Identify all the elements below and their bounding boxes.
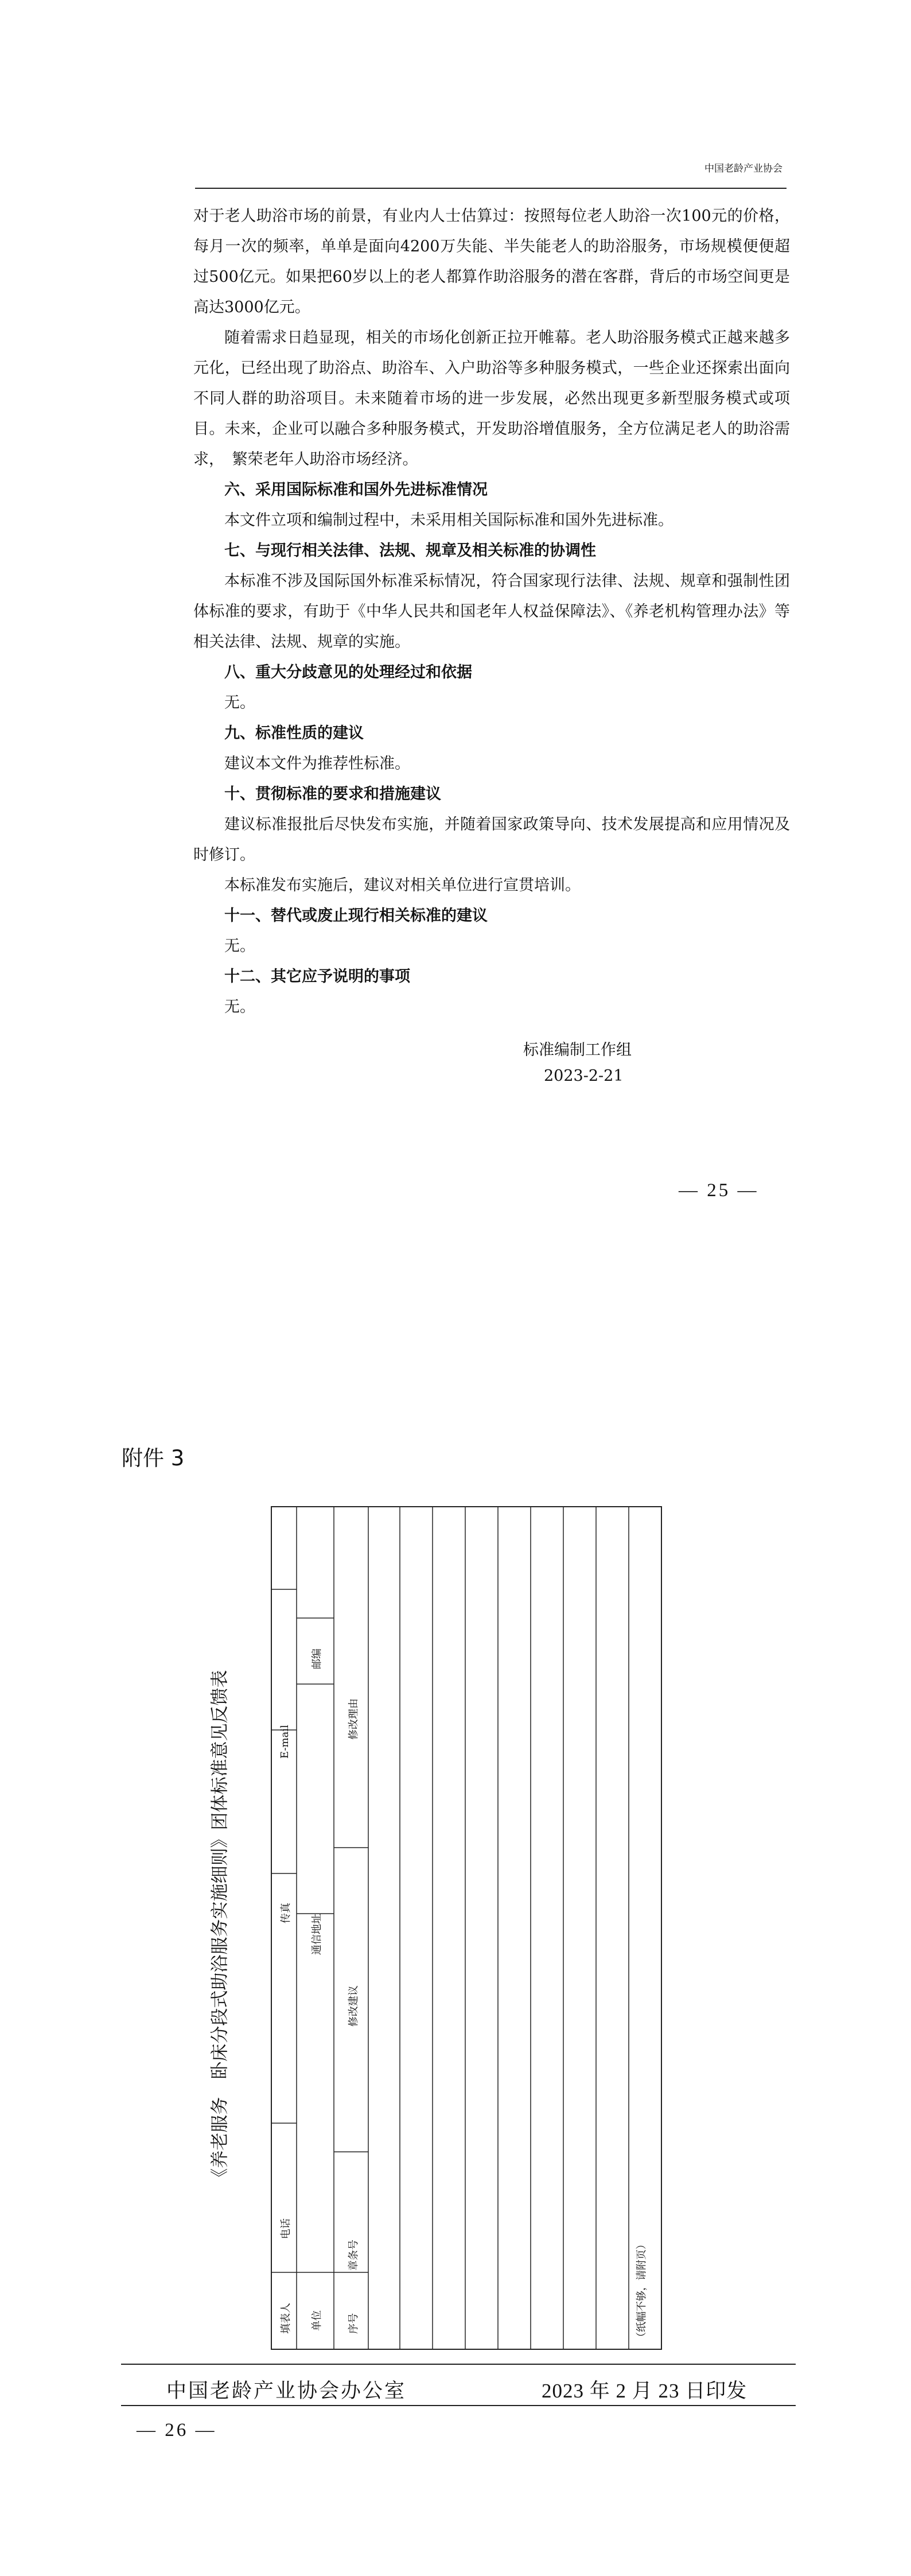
field-clause: 章条号 — [348, 2240, 360, 2271]
form-note: （纸幅不够，请附页） — [636, 2239, 648, 2342]
page-number-26: — 26 — — [137, 2420, 217, 2441]
body-text — [193, 201, 790, 1022]
paragraph: 本标准不涉及国际国外标准采标情况，符合国家现行法律、法规、规章和强制性团体标准的要求，有助于《中华人民共和国老年人权益保障法》、《养老机构管理办法》等相关法律、法规、规章的实施。 — [193, 572, 790, 651]
form-title: 《养老服务 卧床分段式助浴服务实施细则》团体标准意见反馈表 — [209, 1670, 231, 2186]
section-heading: 十、贯彻标准的要求和措施建议 — [224, 785, 441, 803]
paragraph: 建议标准报批后尽快发布实施，并随着国家政策导向、技术发展提高和应用情况及时修订。 — [193, 816, 790, 864]
footer-rule-bottom — [121, 2405, 796, 2406]
paragraph: 对于老人助浴市场的前景，有业内人士估算过：按照每位老人助浴一次100元的价格，每月一次的频率，单单是面向4200万失能、半失能老人的助浴服务，市场规模便便超过500亿元。如果把60岁以上的老人都算作助浴服务的潜在客群，背后的市场空间更是高达3000亿元。 — [193, 207, 790, 316]
field-unit: 单位 — [311, 2310, 323, 2331]
field-suggestion: 修改建议 — [348, 1985, 360, 2027]
field-email: E-mail — [279, 1725, 291, 1759]
paragraph: 无。 — [224, 998, 255, 1016]
paragraph: 随着需求日趋显现，相关的市场化创新正拉开帷幕。老人助浴服务模式正越来越多元化，已经出现了助浴点、助浴车、入户助浴等多种服务模式，一些企业还探索出面向不同人群的助浴项目。未来随着市场的进一步发展，必然出现更多新型服务模式或项目。未来，企业可以融合多种服务模式，开发助浴增值服务，全方位满足老人的助浴需求， 繁荣老年人助浴市场经济。 — [193, 329, 790, 468]
paragraph: 建议本文件为推荐性标准。 — [224, 755, 410, 773]
field-address: 通信地址 — [311, 1914, 323, 1955]
paragraph: 本文件立项和编制过程中，未采用相关国际标准和国外先进标准。 — [224, 511, 673, 529]
section-heading: 十一、替代或废止现行相关标准的建议 — [224, 907, 488, 925]
paragraph: 无。 — [224, 694, 255, 712]
field-filler: 填表人 — [280, 2303, 292, 2334]
footer-rule-top — [121, 2364, 796, 2365]
header-organization: 中国老龄产业协会 — [704, 163, 782, 174]
field-postcode: 邮编 — [311, 1648, 323, 1669]
section-heading: 七、与现行相关法律、法规、规章及相关标准的协调性 — [224, 542, 596, 560]
signature-date: 2023-2-21 — [544, 1067, 624, 1085]
signature-group: 标准编制工作组 — [523, 1041, 632, 1059]
paragraph: 无。 — [224, 937, 255, 955]
form-grid — [271, 1506, 662, 2350]
section-heading: 八、重大分歧意见的处理经过和依据 — [224, 664, 472, 681]
attachment-label: 附件 3 — [122, 1446, 185, 1471]
section-heading: 六、采用国际标准和国外先进标准情况 — [224, 481, 488, 499]
footer-date: 2023 年 2 月 23 日印发 — [542, 2380, 748, 2402]
feedback-form-table — [271, 1506, 662, 2350]
footer-issuer: 中国老龄产业协会办公室 — [166, 2380, 407, 2402]
field-phone: 电话 — [280, 2218, 292, 2239]
page-number-25: — 25 — — [679, 1180, 759, 1201]
field-reason: 修改理由 — [348, 1698, 360, 1740]
field-seq: 序号 — [348, 2313, 360, 2334]
field-fax: 传真 — [280, 1903, 292, 1923]
section-heading: 九、标准性质的建议 — [224, 724, 364, 742]
paragraph: 本标准发布实施后，建议对相关单位进行宣贯培训。 — [224, 876, 581, 894]
section-heading: 十二、其它应予说明的事项 — [224, 968, 410, 986]
header-rule — [195, 188, 787, 189]
